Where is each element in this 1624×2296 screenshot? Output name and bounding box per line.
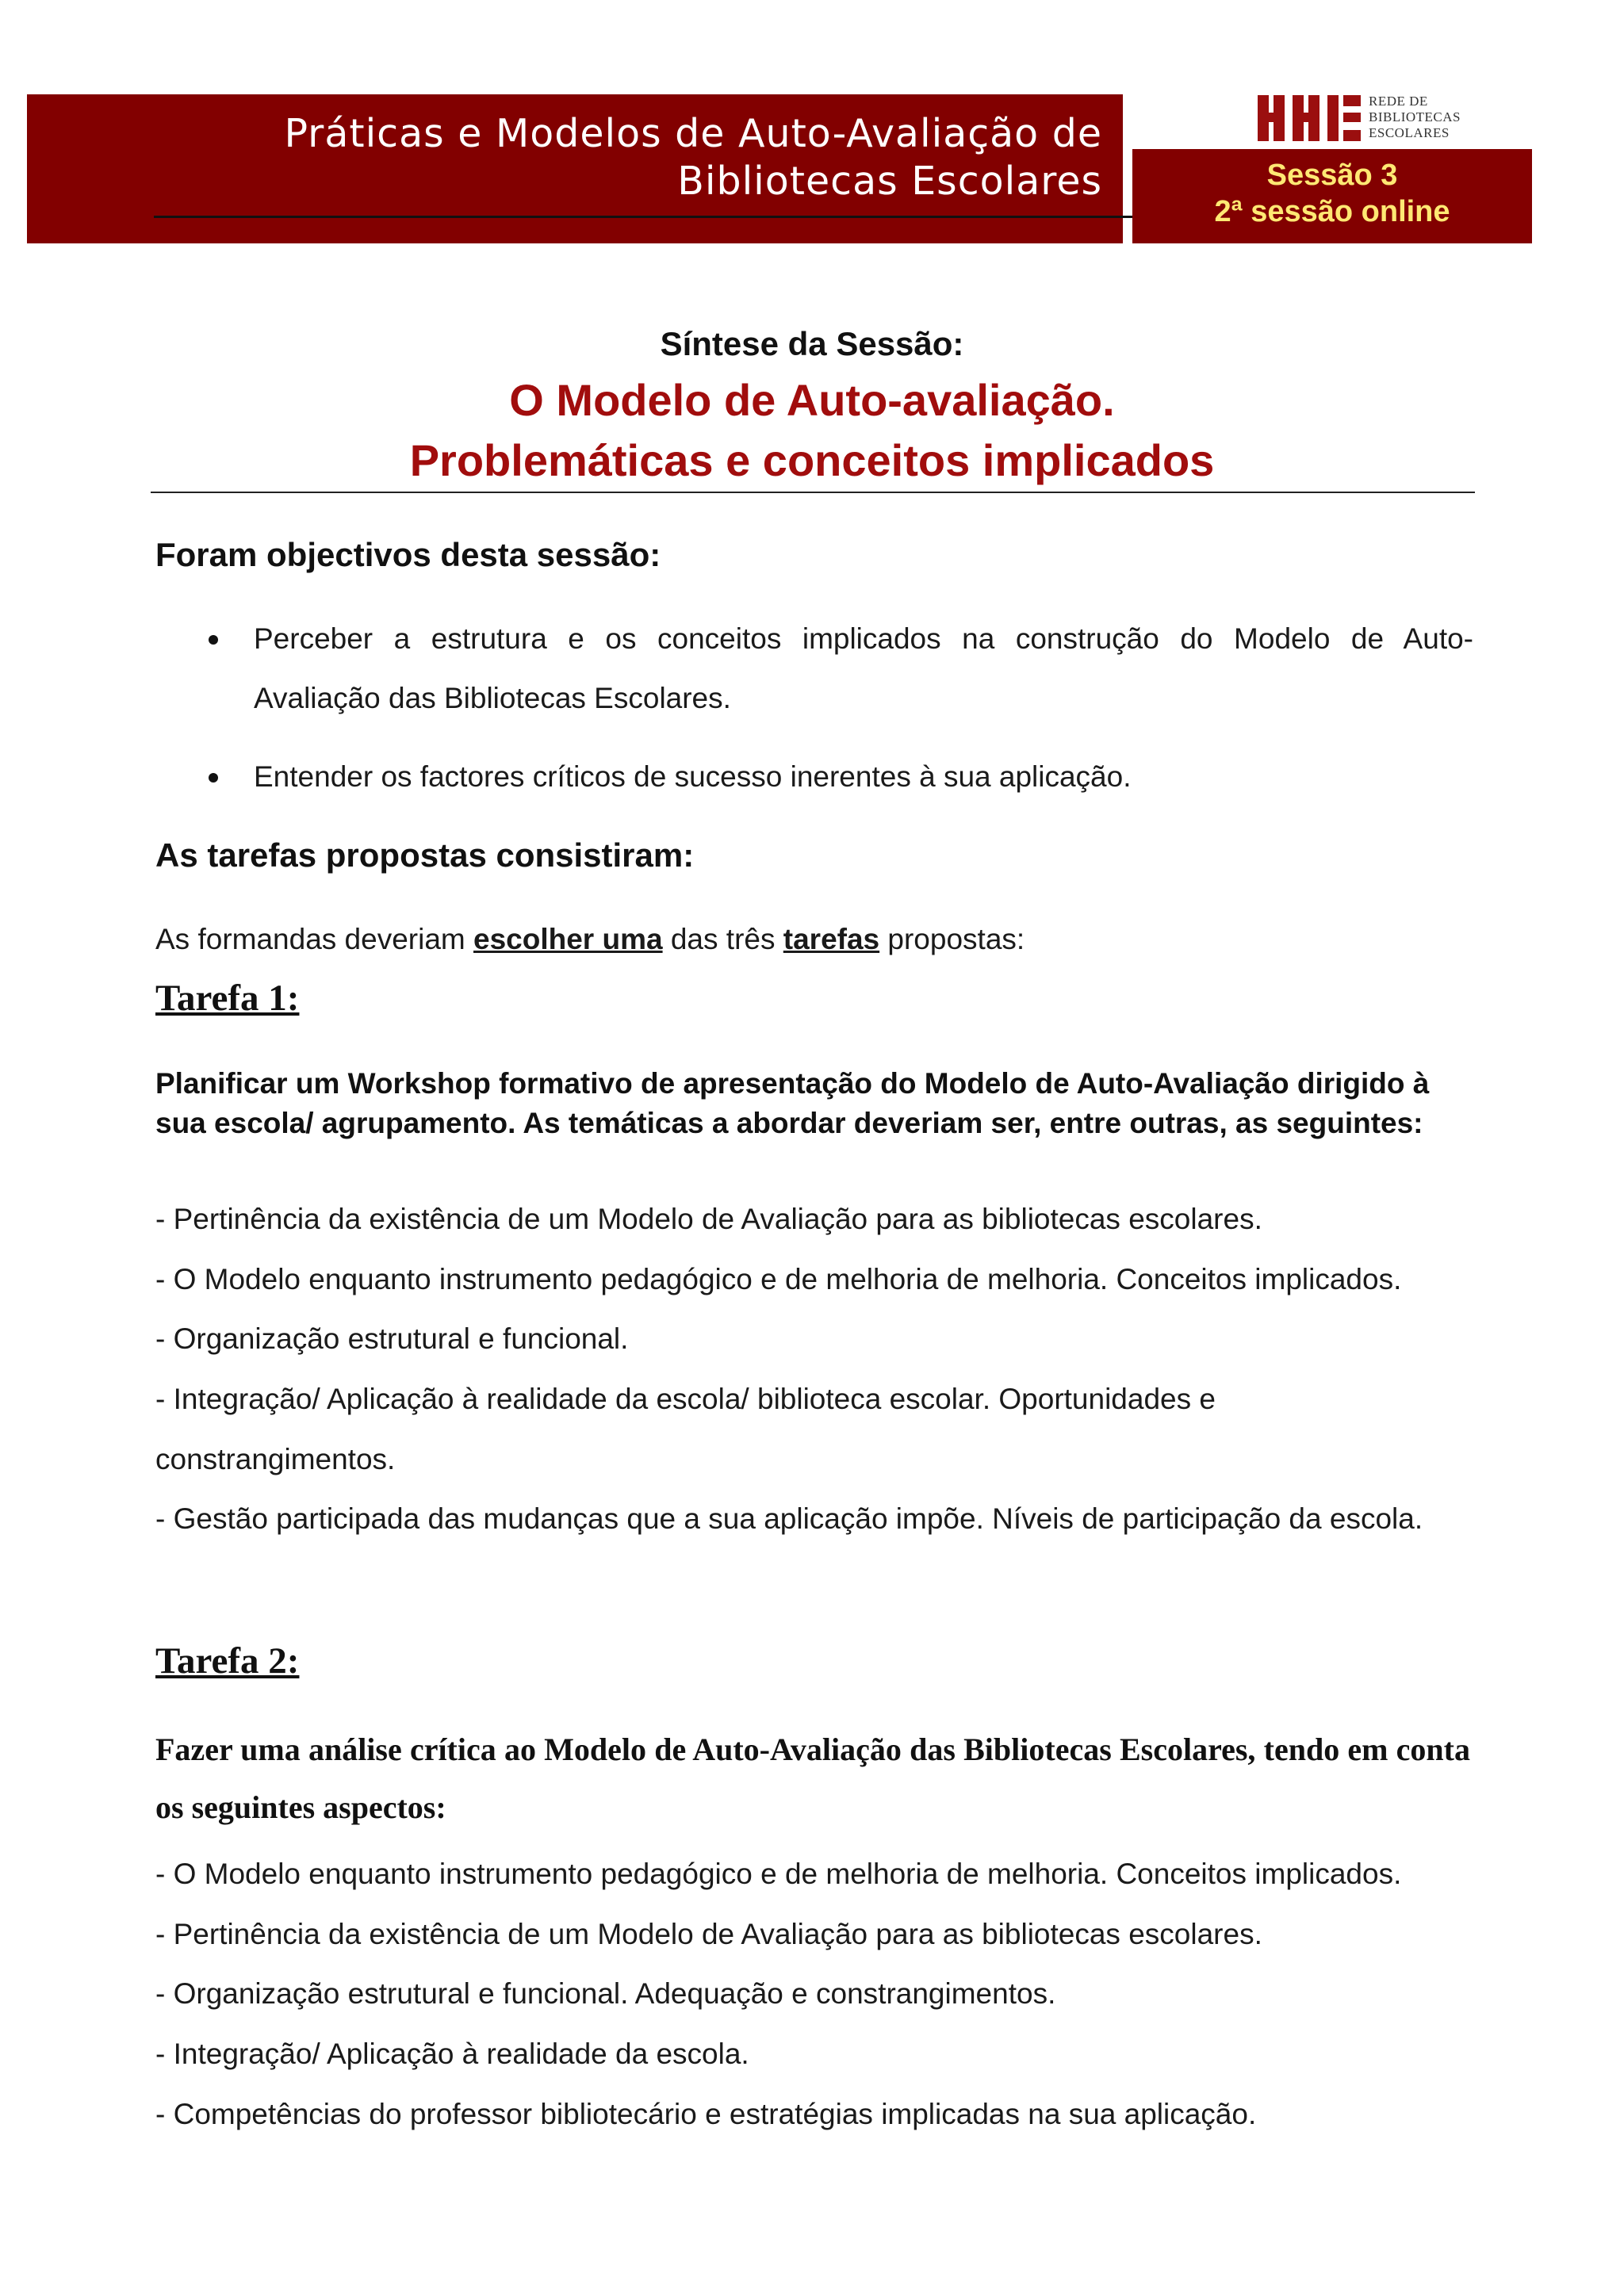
bullet-icon	[209, 773, 218, 783]
tarefa-1-item: - Organização estrutural e funcional.	[155, 1322, 629, 1355]
tarefa-2-item: - Competências do professor bibliotecário e estratégias implicadas na sua aplicação.	[155, 2098, 1257, 2130]
tarefa-1-item: - Pertinência da existência de um Modelo de Avaliação para as bibliotecas escolares.	[155, 1203, 1262, 1235]
objective-2: Entender os factores críticos de sucesso inerentes à sua aplicação.	[254, 760, 1132, 793]
document-title-line-2: Problemáticas e conceitos implicados	[409, 435, 1215, 485]
tarefa-2-item: - Pertinência da existência de um Modelo de Avaliação para as bibliotecas escolares.	[155, 1918, 1262, 1950]
tasks-heading: As tarefas propostas consistiram:	[155, 836, 695, 874]
title-rule	[151, 492, 1475, 493]
tasks-intro: As formandas deveriam escolher uma das três tarefas propostas:	[155, 923, 1025, 955]
session-number: Sessão 3	[1266, 159, 1398, 192]
session-badge	[1132, 149, 1532, 243]
summary-label: Síntese da Sessão:	[660, 325, 964, 362]
document-title-line-1: O Modelo de Auto-avaliação.	[509, 375, 1115, 425]
rbe-logo-mark-icon	[1258, 95, 1361, 141]
rbe-logo	[1258, 92, 1473, 144]
header-rule	[154, 216, 1134, 218]
objectives-heading: Foram objectivos desta sessão:	[155, 536, 661, 573]
tarefa-1-item: - Integração/ Aplicação à realidade da escola/ biblioteca escolar. Oportunidades e	[155, 1383, 1216, 1415]
objective-1-line-2: Avaliação das Bibliotecas Escolares.	[254, 682, 731, 714]
tarefa-1-description: Planificar um Workshop formativo de apresentação do Modelo de Auto-Avaliação dirigido à sua escola/ agrupamento. As temáticas a abordar deveriam ser, entre outras, as seguintes:	[155, 1067, 1430, 1139]
tarefa-2-item: - Organização estrutural e funcional. Adequação e constrangimentos.	[155, 1977, 1056, 2010]
objective-1-line-1: Perceber a estrutura e os conceitos implicados na construção do Modelo de Auto-	[254, 622, 1473, 655]
tarefa-1-heading: Tarefa 1:	[155, 978, 300, 1019]
tarefa-2-description: Fazer uma análise crítica ao Modelo de Auto-Avaliação das Bibliotecas Escolares, tendo em conta os seguintes aspectos:	[155, 1732, 1470, 1825]
tarefa-2-item: - Integração/ Aplicação à realidade da escola.	[155, 2038, 749, 2070]
tarefa-1-item: constrangimentos.	[155, 1443, 396, 1475]
tarefa-1-item: - Gestão participada das mudanças que a sua aplicação impõe. Níveis de participação da escola.	[155, 1502, 1423, 1535]
course-title	[71, 110, 1102, 205]
bullet-icon	[209, 635, 218, 645]
tarefa-1-item: - O Modelo enquanto instrumento pedagógico e de melhoria de melhoria. Conceitos implicados.	[155, 1263, 1402, 1295]
course-title-line-1: Práticas e Modelos de Auto-Avaliação de	[284, 111, 1102, 156]
emphasis-choose-one: escolher uma	[473, 923, 663, 955]
header-title-band	[27, 94, 1123, 243]
tarefa-2-item: - O Modelo enquanto instrumento pedagógico e de melhoria de melhoria. Conceitos implicados.	[155, 1858, 1402, 1890]
tarefa-2-heading: Tarefa 2:	[155, 1640, 300, 1682]
session-type: 2ª sessão online	[1214, 195, 1450, 228]
emphasis-tasks: tarefas	[783, 923, 880, 955]
course-title-line-2: Bibliotecas Escolares	[677, 159, 1102, 204]
rbe-logo-text: REDE DE BIBLIOTECAS ESCOLARES	[1369, 94, 1461, 140]
